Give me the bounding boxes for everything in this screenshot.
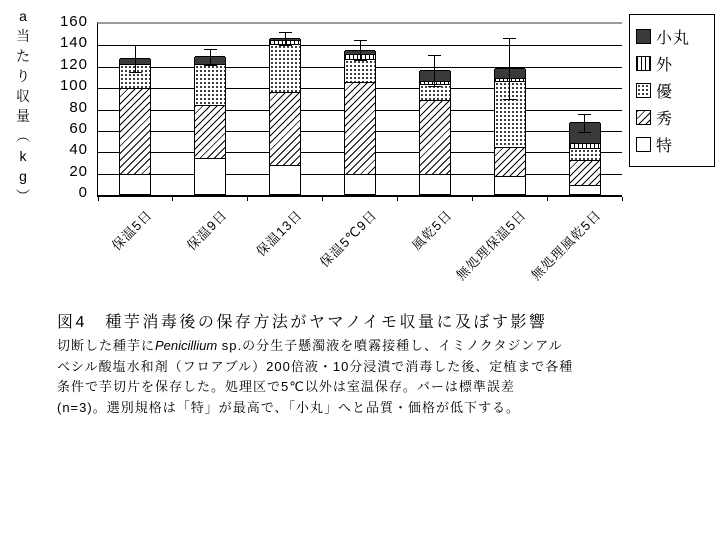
bar-segment-特 — [345, 174, 375, 194]
error-bar-stem — [584, 114, 585, 133]
error-bar — [129, 45, 142, 73]
x-category-label: 保温13日 — [252, 207, 305, 260]
bar-segment-特 — [420, 174, 450, 194]
caption-line-4: (n=3)。選別規格は「特」が最高で、「小丸」へと品質・価格が低下する。 — [57, 399, 520, 415]
bar-segment-優 — [345, 59, 375, 81]
error-bar-stem — [509, 38, 510, 100]
bar-segment-秀 — [570, 160, 600, 186]
error-bar-stem — [360, 40, 361, 61]
bar-segment-特 — [195, 158, 225, 194]
bar-segment-秀 — [195, 105, 225, 157]
legend-label: 優 — [656, 84, 674, 101]
x-axis-tick — [322, 197, 323, 201]
bar-segment-特 — [495, 176, 525, 194]
y-axis-label-char: 当 — [16, 28, 30, 44]
x-axis-tick — [397, 197, 398, 201]
caption-title: 図4 種芋消毒後の保存方法がヤマノイモ収量に及ぼす影響 — [57, 314, 548, 331]
bar-segment-優 — [570, 148, 600, 160]
y-tick-label: 60 — [69, 119, 88, 137]
y-axis-label — [12, 6, 34, 206]
error-bar-cap-bottom — [204, 65, 217, 66]
legend-label: 秀 — [656, 111, 674, 128]
error-bar — [428, 55, 441, 87]
bar-segment-特 — [120, 174, 150, 194]
x-category-label: 保温5日 — [109, 207, 156, 254]
error-bar — [279, 32, 292, 47]
x-category-label: 風乾5日 — [408, 207, 455, 254]
bar-保温13日 — [269, 39, 301, 195]
caption-body — [57, 336, 697, 418]
bar-segment-秀 — [345, 82, 375, 174]
bar-保温5℃9日 — [344, 51, 376, 195]
bar-segment-秀 — [120, 88, 150, 174]
x-axis-tick — [98, 197, 99, 201]
bar-風乾5日 — [419, 71, 451, 195]
x-category-label: 保温9日 — [183, 207, 231, 254]
legend-swatch-diagonal-icon — [636, 110, 651, 125]
legend-label: 小丸 — [656, 30, 691, 47]
legend-entry-小丸 — [636, 23, 708, 50]
y-tick-label: 140 — [59, 34, 88, 52]
error-bar-stem — [210, 49, 211, 66]
error-bar-cap-bottom — [428, 86, 441, 87]
caption-line-1 — [57, 336, 697, 357]
y-tick-label: 160 — [59, 13, 88, 30]
x-category-label: 無処理風乾5日 — [528, 207, 605, 283]
bar-segment-秀 — [420, 100, 450, 174]
legend-swatch-solid-icon — [636, 29, 651, 44]
bar-無処理風乾5日 — [569, 123, 601, 195]
legend-label: 特 — [656, 138, 674, 155]
x-axis-tick — [247, 197, 248, 201]
error-bar — [204, 49, 217, 66]
y-tick-label: 0 — [78, 184, 88, 201]
error-bar-cap-bottom — [279, 45, 292, 46]
legend-swatch-dots-icon — [636, 83, 651, 98]
x-axis-tick — [172, 197, 173, 201]
y-axis-label-char: り — [16, 68, 30, 84]
legend-entry-優 — [636, 77, 708, 104]
legend-label: 外 — [656, 57, 674, 74]
legend-entry-特 — [636, 131, 708, 158]
bar-segment-優 — [270, 44, 300, 92]
bar-保温9日 — [194, 57, 226, 195]
x-axis-tick — [547, 197, 548, 201]
y-tick-label: 100 — [59, 77, 88, 95]
y-axis-ticks — [38, 13, 92, 201]
y-tick-label: 120 — [59, 55, 88, 73]
bar-segment-特 — [270, 165, 300, 194]
legend-entry-外 — [636, 50, 708, 77]
error-bar-cap-bottom — [129, 72, 142, 73]
bar-segment-秀 — [270, 92, 300, 165]
y-axis-label-char: ︶ — [16, 188, 30, 204]
caption-line-2: ベシル酸塩水和剤（フロアブル）200倍液・10分浸漬で消毒した後、定植まで各種 — [57, 358, 574, 374]
y-axis-label-char: k — [19, 148, 27, 164]
legend-entry-秀 — [636, 104, 708, 131]
caption-line1-post: sp.の分生子懸濁液を噴霧接種し、イミノクタジンアル — [217, 338, 563, 353]
y-tick-label: 20 — [69, 162, 88, 180]
plot-area — [97, 22, 622, 197]
y-axis-label-char: a — [19, 8, 27, 24]
legend-swatch-plain-icon — [636, 137, 651, 152]
x-category-label: 保温5℃9日 — [316, 207, 380, 271]
y-tick-label: 40 — [69, 141, 88, 159]
error-bar-cap-bottom — [354, 60, 367, 61]
error-bar — [503, 38, 516, 100]
y-axis-label-char: ︵ — [16, 128, 30, 144]
error-bar-cap-bottom — [578, 132, 591, 133]
caption-line1-species: Penicillium — [155, 338, 218, 353]
x-axis-tick — [472, 197, 473, 201]
error-bar — [578, 114, 591, 133]
x-axis-labels — [97, 203, 621, 313]
error-bar-stem — [285, 32, 286, 47]
error-bar — [354, 40, 367, 61]
legend-box — [629, 14, 715, 167]
bar-segment-優 — [195, 64, 225, 106]
error-bar-stem — [135, 45, 136, 73]
y-axis-label-char: g — [19, 168, 27, 184]
error-bar-cap-bottom — [503, 99, 516, 100]
y-axis-label-char: 収 — [16, 88, 30, 104]
bar-segment-秀 — [495, 147, 525, 176]
y-axis-label-char: た — [16, 48, 30, 64]
legend-swatch-vstripes-icon — [636, 56, 651, 71]
y-tick-label: 80 — [69, 98, 88, 116]
bar-segment-特 — [570, 185, 600, 194]
x-axis-tick — [622, 197, 623, 201]
caption-line-3: 条件で芋切片を保存した。処理区で5℃以外は室温保存。バーは標準誤差 — [57, 379, 515, 394]
caption-line1-pre: 切断した種芋に — [57, 338, 156, 353]
y-axis-label-char: 量 — [16, 108, 30, 124]
bar-保温5日 — [119, 59, 151, 195]
x-category-label: 無処理保温5日 — [453, 207, 530, 283]
error-bar-stem — [434, 55, 435, 87]
